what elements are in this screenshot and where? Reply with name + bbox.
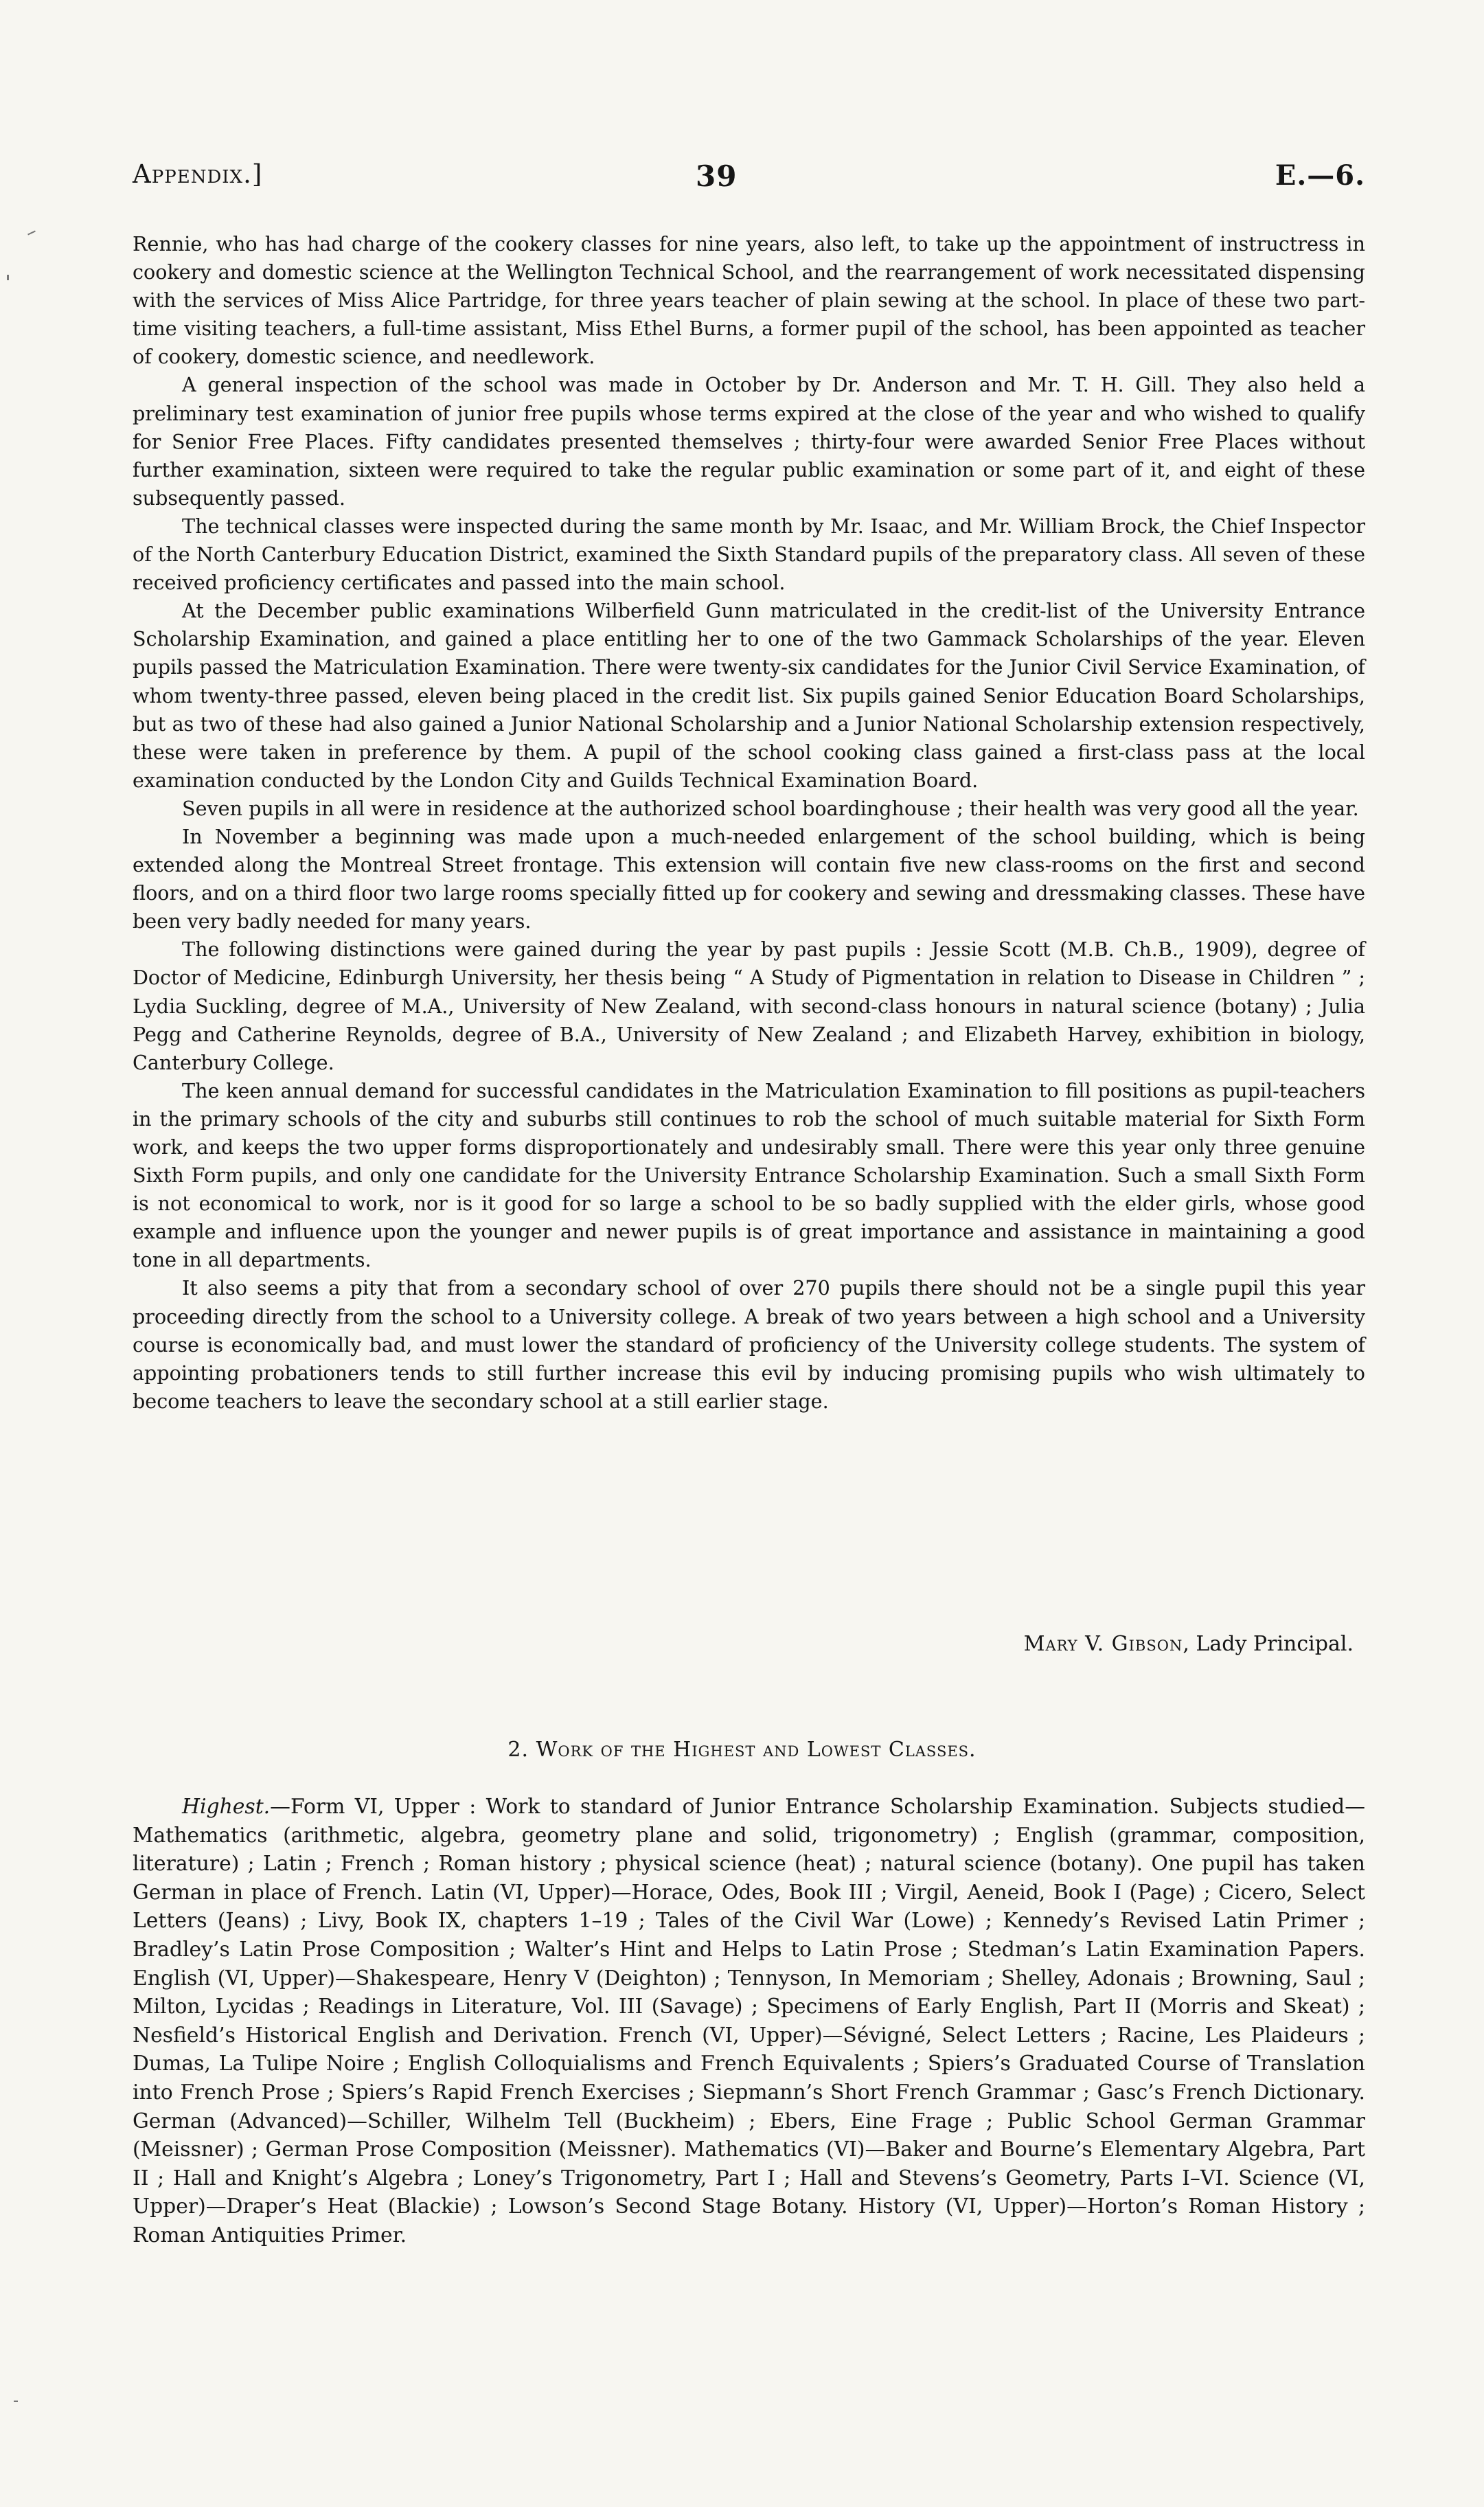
section-heading-text: 2. Work of the Highest and Lowest Classes. <box>507 1738 977 1762</box>
margin-mark <box>14 2401 18 2402</box>
header-section-label: Appendix.] <box>133 159 263 189</box>
paragraph: The following distinctions were gained during the year by past pupils : Jessie Scott (M.B. Ch.B., 1909), degree of Doctor of Medicine, Edinburgh University, her thesis being “ A Study of Pigmentation in relation to Disease in Children ” ; Lydia Suckling, degree of M.A., University of New Zealand, with second-class honours in natural science (botany) ; Julia Pegg and Catherine Reynolds, degree of B.A., University of New Zealand ; and Elizabeth Harvey, exhibition in biology, Canterbury College. <box>133 938 1365 1074</box>
page-number: 39 <box>696 159 738 193</box>
section-text: —Form VI, Upper : Work to standard of Junior Entrance Scholarship Examination. Subjects studied—Mathematics (arithmetic, algebra, geometry plane and solid, trigonometry) ; English (grammar, composition, literature) ; Latin ; French ; Roman history ; physical science (heat) ; natural science (botany). One pupil has taken German in place of French. Latin (VI, Upper)—Horace, Odes, Book III ; Virgil, Aeneid, Book I (Page) ; Cicero, Select Letters (Jeans) ; Livy, Book IX, chapters 1–19 ; Tales of the Civil War (Lowe) ; Kennedy’s Revised Latin Primer ; Bradley’s Latin Prose Composition ; Walter’s Hint and Helps to Latin Prose ; Stedman’s Latin Examination Papers. English (VI, Upper)—Shakespeare, Henry V (Deighton) ; Tennyson, In Memoriam ; Shelley, Adonais ; Browning, Saul ; Milton, Lycidas ; Readings in Literature, Vol. III (Savage) ; Specimens of Early English, Part II (Morris and Skeat) ; Nesfield’s Historical English and Derivation. French (VI, Upper)—Sévigné, Select Letters ; Racine, Les Plaideurs ; Dumas, La Tulipe Noire ; English Colloquialisms and French Equivalents ; Spiers’s Graduated Course of Translation into French Prose ; Spiers’s Rapid French Exercises ; Siepmann’s Short French Grammar ; Gasc’s French Dictionary. German (Advanced)—Schiller, Wilhelm Tell (Buckheim) ; Ebers, Eine Frage ; Public School German Grammar (Meissner) ; German Prose Composition (Meissner). Mathematics (VI)—Baker and Bourne’s Elementary Algebra, Part II ; Hall and Knight’s Algebra ; Loney’s Trigonometry, Part I ; Hall and Stevens’s Geometry, Parts I–VI. Science (VI, Upper)—Draper’s Heat (Blackie) ; Lowson’s Second Stage Botany. History (VI, Upper)—Horton’s Roman History ; Roman Antiquities Primer. <box>133 1795 1365 2247</box>
page-header <box>133 159 1365 207</box>
signature-title: , Lady Principal. <box>1183 1632 1354 1656</box>
paragraph: It also seems a pity that from a secondary school of over 270 pupils there should not be a single pupil this year proceeding directly from the school to a University college. A break of two years between a high school and a University course is economically bad, and must lower the standard of proficiency of the University college students. The system of appointing probationers tends to still further increase this evil by inducing promising pupils who wish ultimately to become teachers to leave the secondary school at a still earlier stage. <box>133 1276 1365 1413</box>
section-paragraph <box>133 1793 1365 2250</box>
margin-mark <box>27 231 36 236</box>
margin-mark <box>7 275 9 280</box>
paragraph: Rennie, who has had charge of the cookery classes for nine years, also left, to take up the appointment of instructress in cookery and domestic science at the Wellington Technical School, and the rearrangement of work necessitated dispensing with the services of Miss Alice Partridge, for three years teacher of plain sewing at the school. In place of these two part-time visiting teachers, a full-time assistant, Miss Ethel Burns, a former pupil of the school, has been appointed as teacher of cookery, domestic science, and needlework. <box>133 232 1365 369</box>
section-body <box>133 1793 1365 2250</box>
paragraph: In November a beginning was made upon a much-needed enlargement of the school building, which is being extended along the Montreal Street frontage. This extension will contain five new class-rooms on the first and second floors, and on a third floor two large rooms specially fitted up for cookery and sewing and dressmaking classes. These have been very badly needed for many years. <box>133 824 1365 933</box>
main-text <box>133 230 1365 1416</box>
paragraph: Seven pupils in all were in residence at the authorized school boardinghouse ; their health was very good all the year. <box>182 796 1359 820</box>
section-lead: Highest. <box>182 1795 271 1819</box>
signature-name: Mary V. Gibson <box>1023 1632 1183 1656</box>
paragraph: At the December public examinations Wilberfield Gunn matriculated in the credit-list of the University Entrance Scholarship Examination, and gained a place entitling her to one of the two Gammack Scholarships of the year. Eleven pupils passed the Matriculation Examination. There were twenty-six candidates for the Junior Civil Service Examination, of whom twenty-three passed, eleven being placed in the credit list. Six pupils gained Senior Education Board Scholarships, but as two of these had also gained a Junior National Scholarship and a Junior National Scholarship extension respectively, these were taken in preference by them. A pupil of the school cooking class gained a first-class pass at the local examination conducted by the London City and Guilds Technical Examination Board. <box>133 599 1365 792</box>
paragraph: The keen annual demand for successful candidates in the Matriculation Examination to fill positions as pupil-teachers in the primary schools of the city and suburbs still continues to rob the school of much suitable material for Sixth Form work, and keeps the two upper forms disproportionately and undesirably small. There were this year only three genuine Sixth Form pupils, and only one candidate for the University Entrance Scholarship Examination. Such a small Sixth Form is not economical to work, nor is it good for so large a school to be so badly supplied with the elder girls, whose good example and influence upon the younger and newer pupils is of great importance and assistance in maintaining a good tone in all departments. <box>133 1078 1365 1272</box>
signature <box>1024 1632 1354 1656</box>
paragraph: The technical classes were inspected during the same month by Mr. Isaac, and Mr. William Brock, the Chief Inspector of the North Canterbury Education District, examined the Sixth Standard pupils of the preparatory class. All seven of these received proficiency certificates and passed into the main school. <box>133 514 1366 595</box>
document-code: E.—6. <box>1275 159 1365 192</box>
paragraph: A general inspection of the school was made in October by Dr. Anderson and Mr. T. H. Gill. They also held a preliminary test examination of junior free pupils whose terms expired at the close of the year and who wished to qualify for Senior Free Places. Fifty candidates presented themselves ; thirty-four were awarded Senior Free Places without further examination, sixteen were required to take the regular public examination or some part of it, and eight of these subsequently passed. <box>133 373 1365 510</box>
section-heading <box>0 1738 1484 1762</box>
